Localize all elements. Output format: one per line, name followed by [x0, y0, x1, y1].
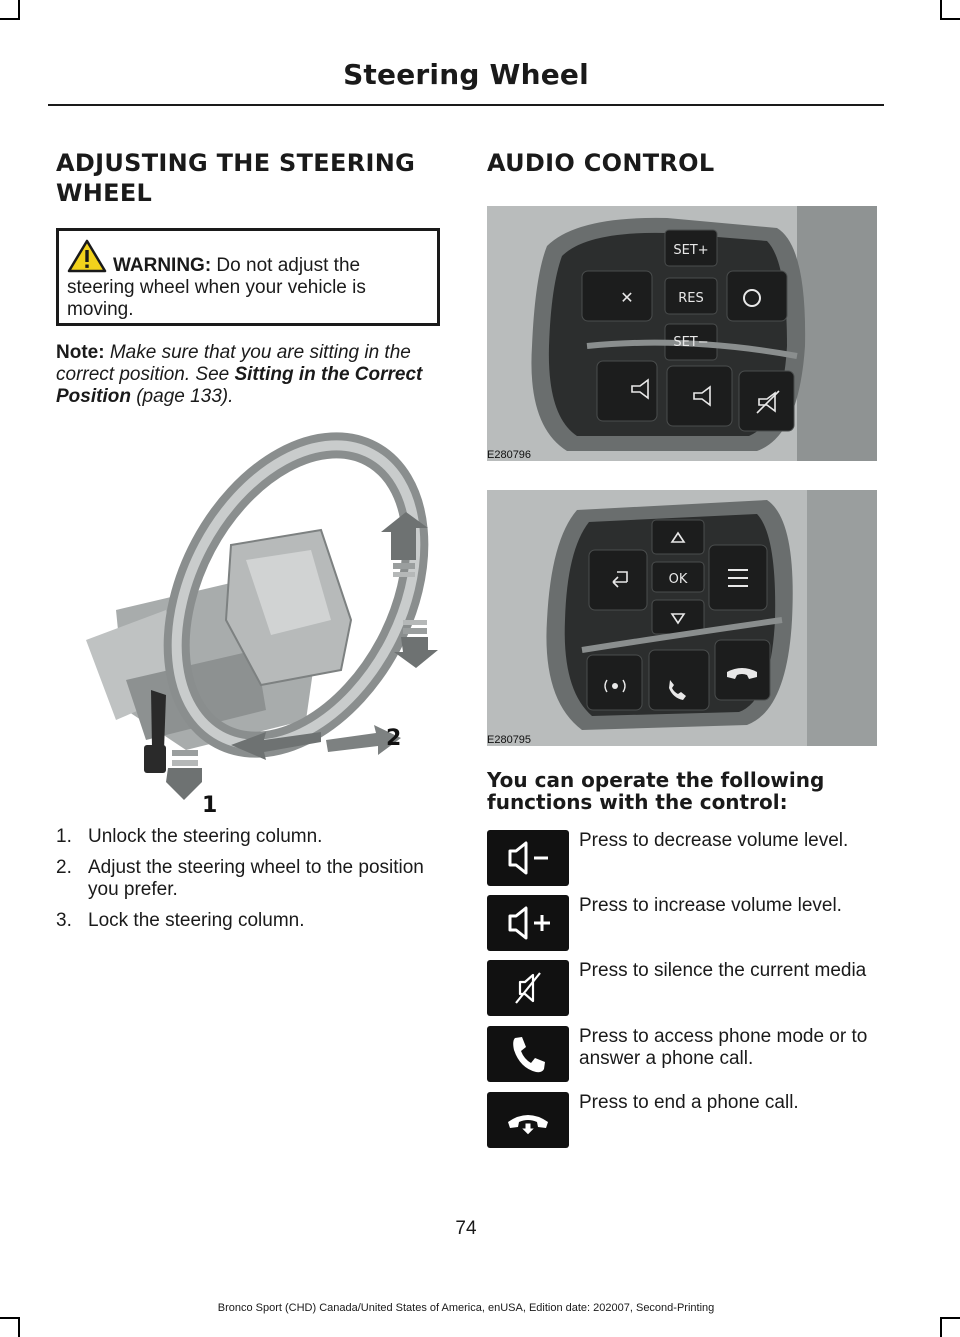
- crop-mark: [940, 0, 942, 20]
- cancel-glyph: ✕: [620, 288, 634, 307]
- crop-mark: [0, 1317, 20, 1319]
- figure-callout-1: 1: [202, 793, 218, 818]
- step-number: 2.: [56, 857, 72, 878]
- list-item: [487, 1092, 887, 1148]
- note-page-ref: (page 133).: [130, 386, 234, 407]
- audio-control-figure-right: [487, 490, 877, 746]
- steering-wheel-illustration: [56, 420, 448, 820]
- step-text: Adjust the steering wheel to the position you prefer.: [88, 857, 424, 900]
- section-heading-adjusting: [56, 148, 456, 208]
- warning-box: [56, 228, 440, 326]
- edition-footer: Bronco Sport (CHD) Canada/United States of America, enUSA, Edition date: 202007, Second-Printing: [217, 1302, 715, 1314]
- phone-icon: [487, 1026, 569, 1082]
- steps-list: [56, 826, 448, 941]
- button-label: SET−: [673, 335, 709, 350]
- list-item: [56, 857, 448, 901]
- function-description: Press to access phone mode or to answer a phone call.: [579, 1026, 868, 1069]
- header-rule: [48, 104, 884, 106]
- button-label: RES: [678, 291, 704, 306]
- crop-mark: [18, 1317, 20, 1337]
- crop-mark: [940, 1317, 960, 1319]
- list-item: [487, 960, 887, 1016]
- list-item: [487, 1026, 887, 1082]
- audio-control-figure-left: [487, 206, 877, 461]
- crop-mark: [0, 18, 20, 20]
- note-text: Make sure that you are sitting in the correct position. See: [56, 342, 411, 385]
- list-item: [56, 826, 448, 848]
- phone-end-icon: [487, 1092, 569, 1148]
- step-text: Unlock the steering column.: [88, 826, 323, 847]
- warning-triangle-icon: [67, 239, 107, 279]
- function-description: Press to silence the current media: [579, 960, 867, 981]
- figure-code: E280795: [487, 734, 532, 746]
- heading-line: ADJUSTING THE STEERING: [56, 149, 416, 177]
- button-label: SET+: [673, 243, 709, 258]
- page-number: 74: [455, 1218, 477, 1239]
- crop-mark: [940, 18, 960, 20]
- crop-mark: [940, 1317, 942, 1337]
- function-description: Press to decrease volume level.: [579, 830, 849, 851]
- note-paragraph: [56, 342, 448, 408]
- section-heading-audio-control: AUDIO CONTROL: [487, 149, 715, 177]
- function-description: Press to end a phone call.: [579, 1092, 799, 1113]
- step-number: 3.: [56, 910, 72, 931]
- list-item: [487, 830, 887, 886]
- step-number: 1.: [56, 826, 72, 847]
- list-item: [487, 895, 887, 951]
- warning-text: Do not adjust the steering wheel when your vehicle is moving.: [67, 255, 366, 320]
- crop-mark: [18, 0, 20, 20]
- functions-subheading: You can operate the following functions with the control:: [487, 768, 825, 814]
- warning-label: WARNING:: [113, 255, 212, 276]
- mute-icon: [487, 960, 569, 1016]
- figure-callout-2: 2: [386, 726, 402, 751]
- volume-up-icon: [487, 895, 569, 951]
- step-text: Lock the steering column.: [88, 910, 305, 931]
- heading-line: WHEEL: [56, 179, 153, 207]
- list-item: [56, 910, 448, 932]
- page-title: Steering Wheel: [343, 58, 589, 91]
- button-label: OK: [668, 572, 688, 587]
- figure-code: E280796: [487, 449, 532, 461]
- volume-down-icon: [487, 830, 569, 886]
- note-label: Note:: [56, 342, 105, 363]
- function-description: Press to increase volume level.: [579, 895, 842, 916]
- cross-reference-link[interactable]: Sitting in the Correct Position: [56, 364, 423, 407]
